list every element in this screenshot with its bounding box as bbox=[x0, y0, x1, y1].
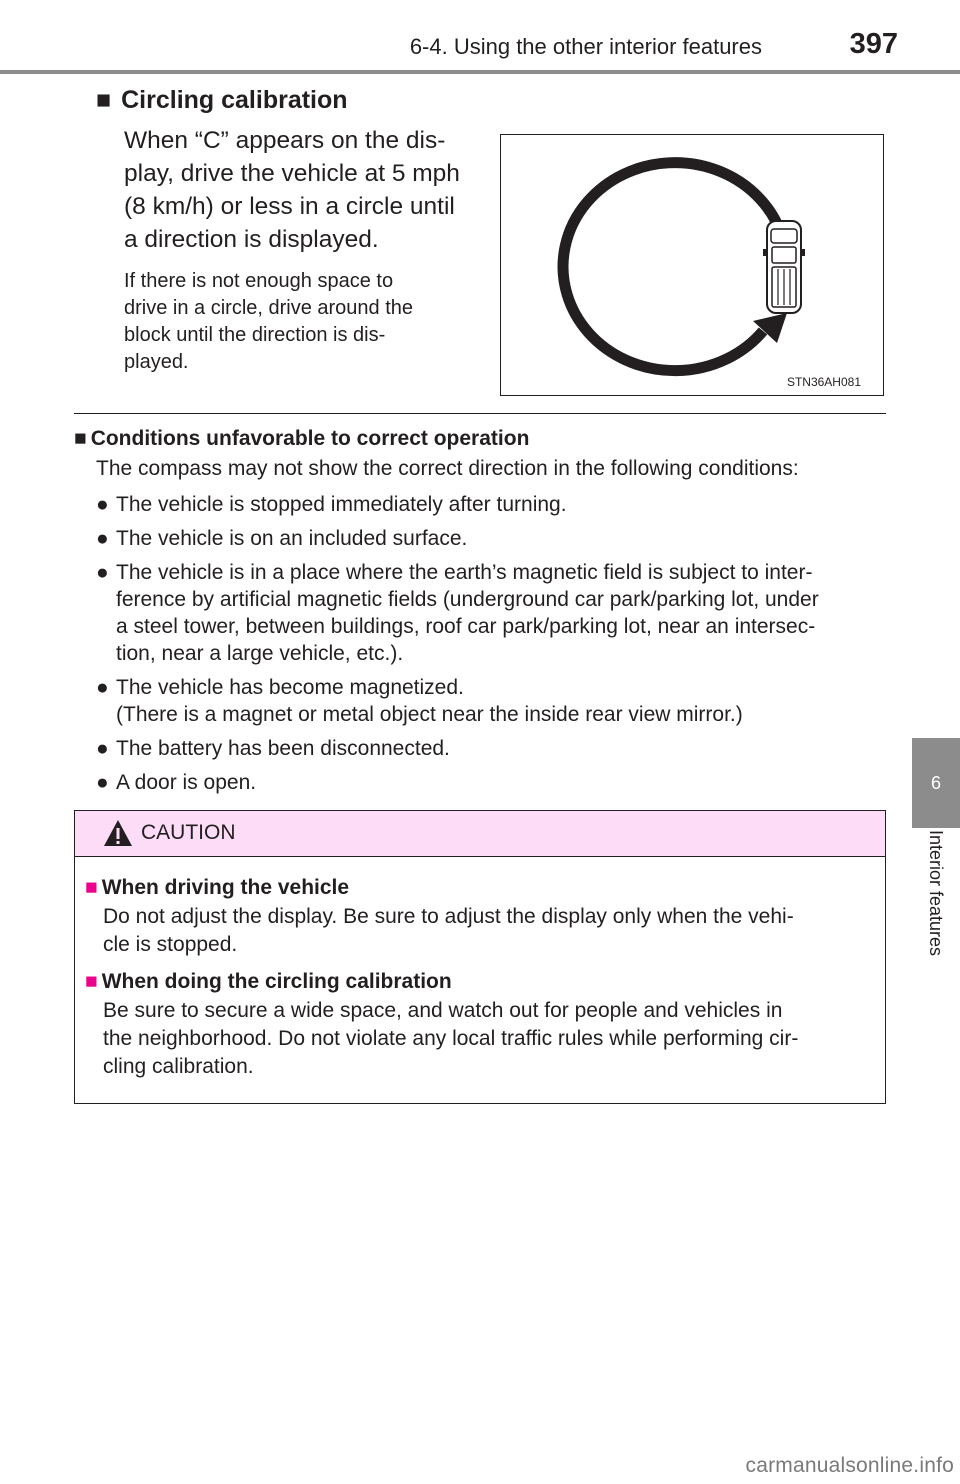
list-item-text: tion, near a large vehicle, etc.). bbox=[116, 642, 404, 665]
list-item-text: The battery has been disconnected. bbox=[116, 737, 450, 760]
list-item-text: ference by artificial magnetic fields (underground car park/parking lot, under bbox=[116, 588, 819, 611]
list-item-text: a steel tower, between buildings, roof car park/parking lot, near an intersec- bbox=[116, 615, 816, 638]
list-item bbox=[74, 525, 886, 552]
chapter-tab-label-box bbox=[912, 830, 960, 1000]
circular-arrow-icon bbox=[563, 163, 783, 371]
caution-line: the neighborhood. Do not violate any local traffic rules while performing cir- bbox=[103, 1027, 799, 1050]
bullet-icon: ● bbox=[96, 561, 109, 584]
list-item-text: The vehicle is stopped immediately after turning. bbox=[116, 493, 567, 516]
circle-path-diagram bbox=[501, 135, 885, 397]
conditions-intro: The compass may not show the correct direction in the following conditions: bbox=[96, 457, 799, 480]
note-line: block until the direction is dis- bbox=[124, 324, 386, 346]
square-bullet-icon: ■ bbox=[85, 970, 98, 993]
list-item bbox=[74, 674, 886, 728]
header-rule bbox=[0, 70, 960, 74]
chapter-tab: 6 bbox=[912, 738, 960, 828]
list-item bbox=[74, 769, 886, 796]
circling-illustration bbox=[500, 134, 884, 396]
intro-line: When “C” appears on the dis- bbox=[124, 127, 446, 154]
square-bullet-icon: ■ bbox=[74, 427, 87, 450]
list-item bbox=[74, 735, 886, 762]
note-line: If there is not enough space to bbox=[124, 270, 394, 292]
caution-header bbox=[75, 811, 885, 857]
list-item-text: (There is a magnet or metal object near the inside rear view mirror.) bbox=[116, 703, 743, 726]
caution-line: Be sure to secure a wide space, and watch out for people and vehicles in bbox=[103, 999, 783, 1022]
figure-code: STN36AH081 bbox=[786, 375, 861, 389]
list-item-text: The vehicle has become magnetized. bbox=[116, 676, 464, 699]
caution-box bbox=[74, 810, 886, 1104]
bullet-icon: ● bbox=[96, 771, 109, 794]
bullet-icon: ● bbox=[96, 527, 109, 550]
caution-line: cle is stopped. bbox=[103, 933, 238, 956]
watermark: carmanualsonline.info bbox=[745, 1454, 954, 1477]
note-line: drive in a circle, drive around the bbox=[124, 297, 414, 319]
intro-paragraph bbox=[124, 124, 480, 256]
bullet-icon: ● bbox=[96, 737, 109, 760]
list-item-text: A door is open. bbox=[116, 771, 257, 794]
list-item-text: The vehicle is in a place where the earth’s magnetic field is subject to inter- bbox=[116, 561, 813, 584]
square-bullet-icon: ■ bbox=[85, 876, 98, 899]
caution-label: CAUTION bbox=[141, 821, 236, 844]
page-number: 397 bbox=[849, 28, 898, 60]
chapter-tab-label: Interior features bbox=[926, 830, 946, 957]
square-bullet-icon: ■ bbox=[96, 86, 112, 114]
caution-item-text bbox=[103, 903, 865, 959]
caution-line: cling calibration. bbox=[103, 1055, 254, 1078]
bullet-icon: ● bbox=[96, 676, 109, 699]
caution-item-title-text: When doing the circling calibration bbox=[101, 970, 452, 993]
intro-note bbox=[124, 268, 480, 376]
caution-item-title bbox=[85, 873, 865, 903]
conditions-heading bbox=[74, 424, 886, 454]
intro-line: a direction is displayed. bbox=[124, 226, 379, 253]
section-heading-text: Circling calibration bbox=[121, 86, 348, 114]
caution-item-text bbox=[103, 997, 865, 1081]
section-header-title: 6-4. Using the other interior features bbox=[409, 34, 762, 59]
intro-line: play, drive the vehicle at 5 mph bbox=[124, 160, 460, 187]
warning-triangle-icon bbox=[103, 819, 133, 847]
caution-item-title bbox=[85, 967, 865, 997]
bullet-icon: ● bbox=[96, 493, 109, 516]
intro-line: (8 km/h) or less in a circle until bbox=[124, 193, 455, 220]
list-item bbox=[74, 559, 886, 667]
caution-body bbox=[75, 857, 885, 1081]
section-heading bbox=[96, 86, 348, 115]
conditions-section bbox=[74, 424, 886, 796]
conditions-heading-text: Conditions unfavorable to correct operation bbox=[90, 427, 530, 450]
section-divider bbox=[74, 413, 886, 414]
list-item bbox=[74, 491, 886, 518]
caution-item-title-text: When driving the vehicle bbox=[101, 876, 350, 899]
note-line: played. bbox=[124, 351, 189, 373]
caution-line: Do not adjust the display. Be sure to adjust the display only when the vehi- bbox=[103, 905, 794, 928]
vehicle-top-view-icon bbox=[763, 221, 805, 313]
list-item-text: The vehicle is on an included surface. bbox=[116, 527, 468, 550]
